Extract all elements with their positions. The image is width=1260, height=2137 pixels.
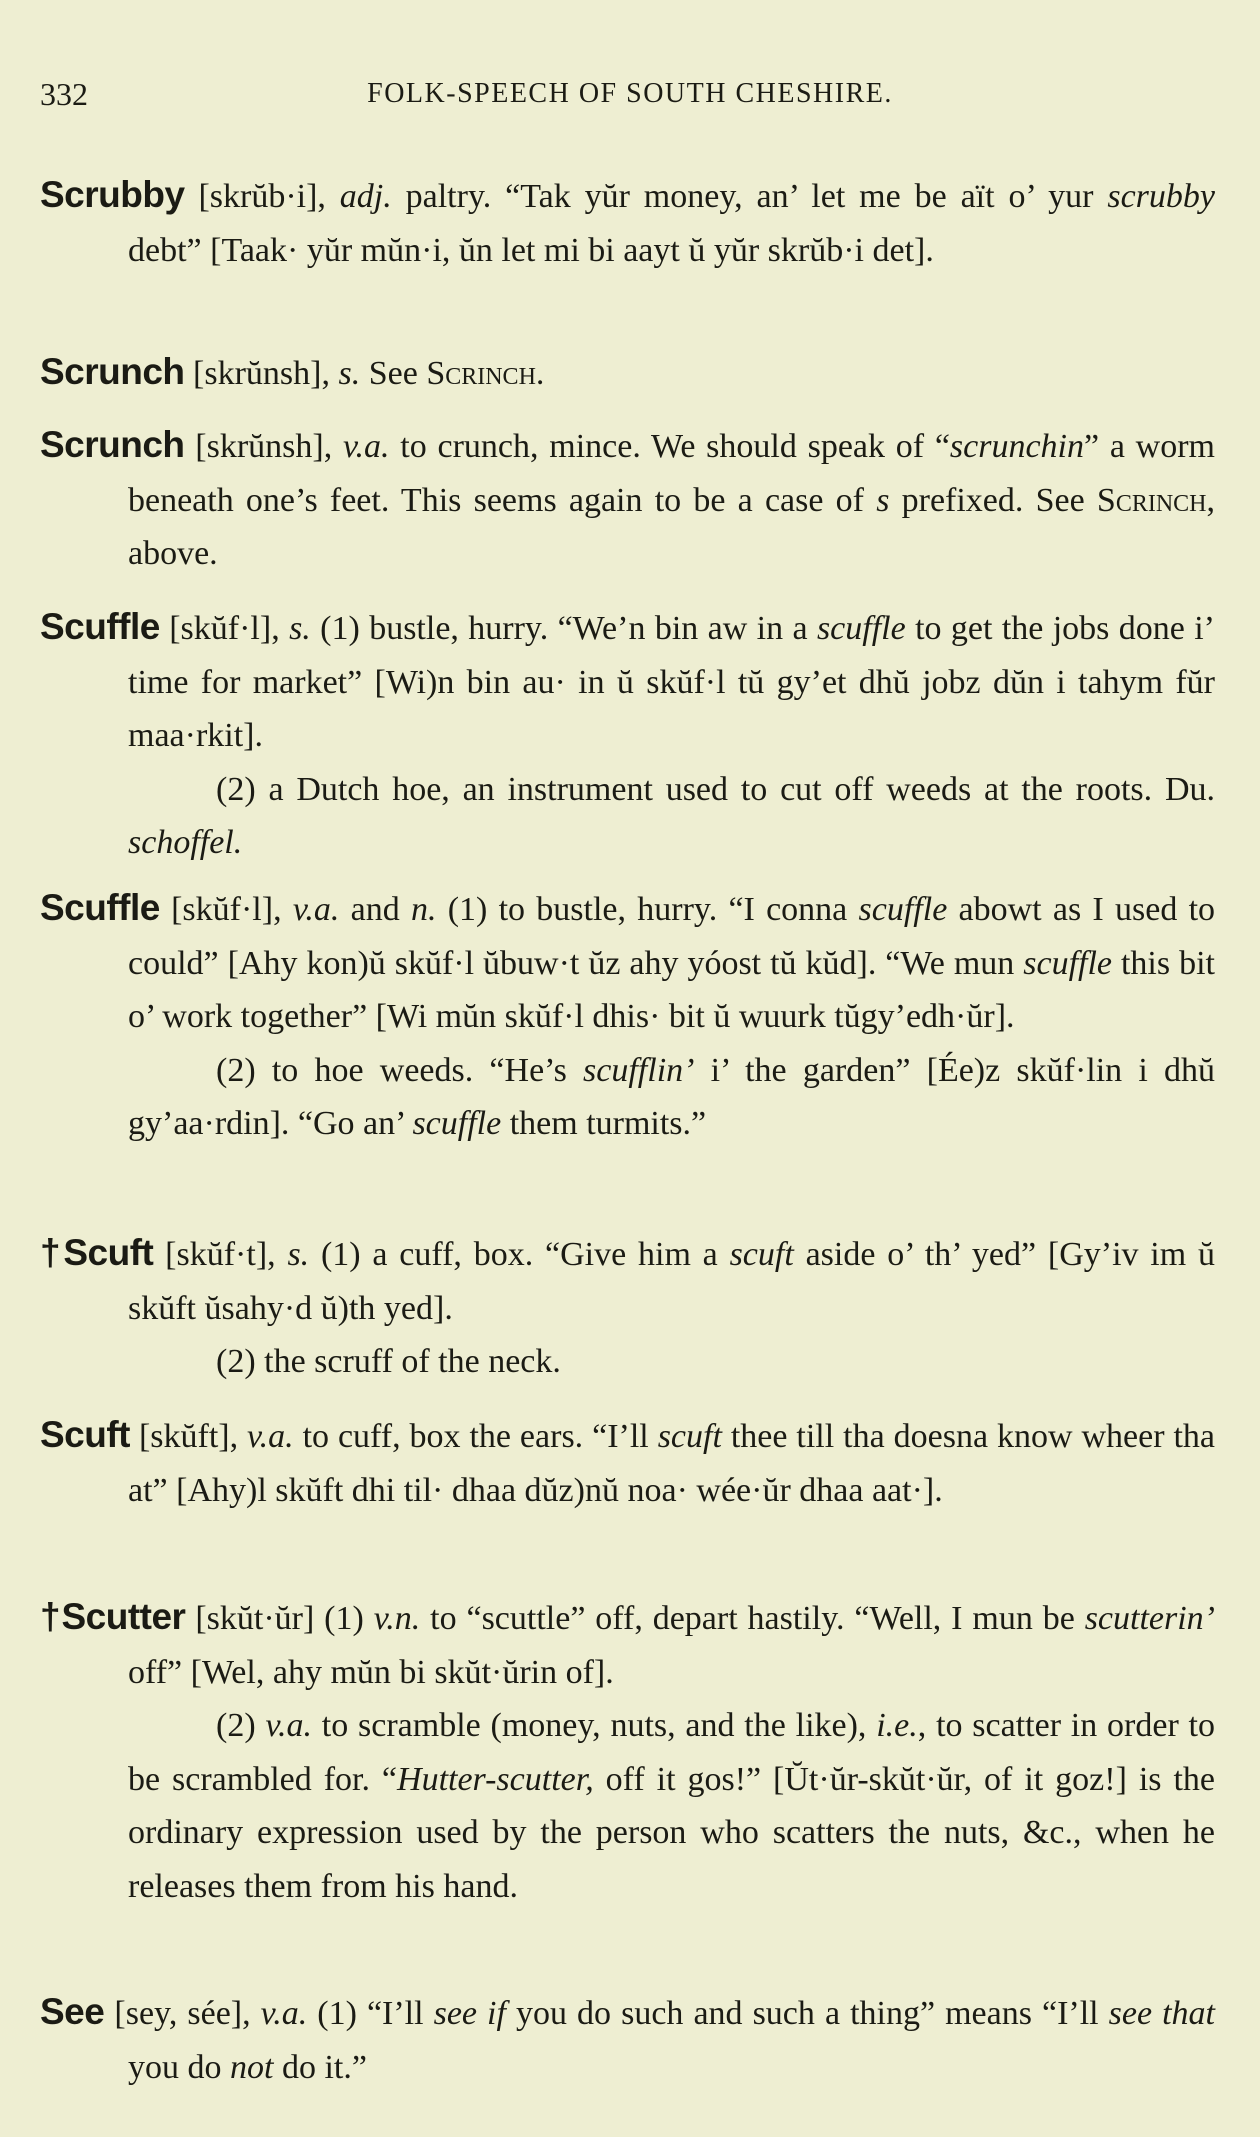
headword: Scrubby	[40, 174, 185, 215]
headword: Scuft	[40, 1414, 130, 1455]
running-title: FOLK-SPEECH OF SOUTH CHESHIRE.	[367, 78, 893, 109]
headword: Scuffle	[40, 606, 160, 647]
entry-scuffle-verb: Scuffle [skŭf·l], v.a. and n. (1) to bustle, hurry. “I conna scuffle abowt as I used to could” [Ahy kon)ŭ skŭf·l ŭbuw·t ŭz ahy yóost tŭ kŭd]. “We mun scuffle this bit o’ work together” [Wi mŭn skŭf·l dhis· bit ŭ wuurk tŭgy’edh·ŭr]. (2) to hoe weeds. “He’s scufflin’ i’ the garden” [Ée)z skŭf·lin i dhŭ gy’aa·rdin]. “Go an’ scuffle them turmits.”	[40, 881, 1215, 1151]
cross-reference: Scrinch	[1096, 481, 1207, 519]
page-number: 332	[40, 76, 88, 112]
entry-see: See [sey, sée], v.a. (1) “I’ll see if you do such and such a thing” means “I’ll see that you do not do it.”	[40, 1991, 1216, 2086]
headword: Scrunch	[40, 351, 185, 392]
sub-sense: (2) a Dutch hoe, an instrument used to cut off weeds at the roots. Du. schoffel.	[128, 770, 1215, 861]
headword: †Scutter	[40, 1596, 186, 1637]
entry-scuft-noun: †Scuft [skŭf·t], s. (1) a cuff, box. “Give him a scuft aside o’ th’ yed” [Gy’iv im ŭ skŭft ŭsahy·d ŭ)th yed]. (2) the scruff of the neck.	[40, 1226, 1215, 1389]
page-header	[40, 76, 1220, 116]
entry-scuft-verb: Scuft [skŭft], v.a. to cuff, box the ears. “I’ll scuft thee till tha doesna know wheer tha at” [Ahy)l skŭft dhi til· dhaa dŭz)nŭ noa· wée·ŭr dhaa aat·].	[40, 1414, 1216, 1509]
sub-sense: (2) to hoe weeds. “He’s scufflin’ i’ the garden” [Ée)z skŭf·lin i dhŭ gy’aa·rdin]. “Go an’ scuffle them turmits.”	[128, 1051, 1216, 1142]
entry-scrubby: Scrubby [skrŭb·i], adj. paltry. “Tak yŭr money, an’ let me be aït o’ yur scrubby debt” [Taak· yŭr mŭn·i, ŭn let mi bi aayt ŭ yŭr skrŭb·i det].	[40, 174, 1215, 269]
entry-scutter: †Scutter [skŭt·ŭr] (1) v.n. to “scuttle” off, depart hastily. “Well, I mun be scutterin’ off” [Wel, ahy mŭn bi skŭt·ŭrin of]. (2) v.a. to scramble (money, nuts, and the like), i.e., to scatter in order to be scrambled for. “Hutter-scutter, off it gos!” [Ŭt·ŭr-skŭt·ŭr, of it goz!] is the ordinary expression used by the person who scatters the nuts, &c., when he releases them from his hand.	[40, 1590, 1215, 1913]
headword: Scuffle	[40, 887, 160, 928]
cross-reference: Scrinch	[426, 355, 536, 392]
headword: Scrunch	[40, 424, 185, 465]
entry-scrunch-noun: Scrunch [skrŭnsh], s. See Scrinch.	[40, 351, 545, 392]
sub-sense: (2) v.a. to scramble (money, nuts, and the like), i.e., to scatter in order to be scrambled for. “Hutter-scutter, off it gos!” [Ŭt·ŭr-skŭt·ŭr, of it goz!] is the ordinary expression used by the person who scatters the nuts, &c., when he releases them from his hand.	[128, 1707, 1216, 1905]
headword: †Scuft	[40, 1232, 154, 1273]
headword: See	[40, 1991, 105, 2032]
entry-scuffle-noun: Scuffle [skŭf·l], s. (1) bustle, hurry. “We’n bin aw in a scuffle to get the jobs done i’ time for market” [Wi)n bin au· in ŭ skŭf·l tŭ gy’et dhŭ jobz dŭn i tahym fŭr maa·rkit]. (2) a Dutch hoe, an instrument used to cut off weeds at the roots. Du. schoffel.	[40, 600, 1215, 870]
sub-sense: (2) the scruff of the neck.	[216, 1343, 561, 1380]
entry-scrunch-verb: Scrunch [skrŭnsh], v.a. to crunch, mince. We should speak of “scrunchin” a worm beneath one’s feet. This seems again to be a case of s prefixed. See Scrinch, above.	[40, 424, 1215, 572]
